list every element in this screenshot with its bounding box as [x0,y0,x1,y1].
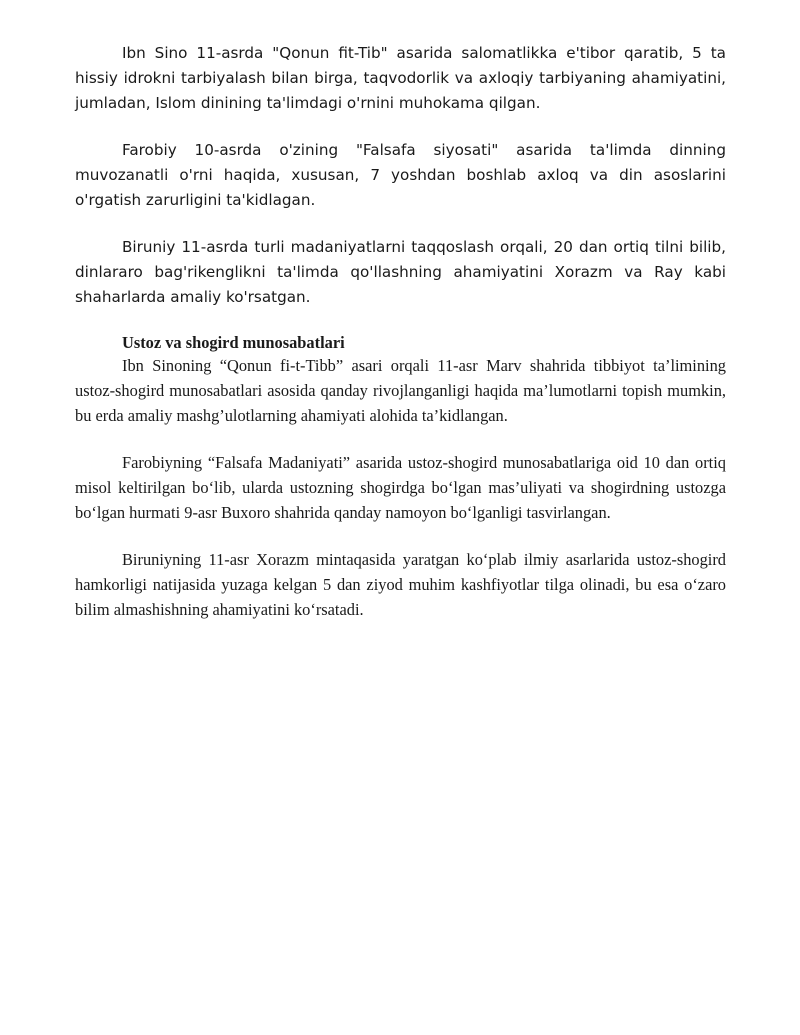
paragraph-ibn-sino-religion: Ibn Sino 11-asrda "Qonun fit-Tib" asarida salomatlikka e'tibor qaratib, 5 ta hissiy idrokni tarbiyalash bilan birga, taqvodorlik va axloqiy tarbiyaning ahamiyatini, jumladan, Islom dinining ta'limdagi o'rnini muhokama qilgan. [75,44,726,112]
section-heading: Ustoz va shogird munosabatlari [122,333,345,352]
paragraph-farobiy-religion: Farobiy 10-asrda o'zining "Falsafa siyosati" asarida ta'limda dinning muvozanatli o'rni haqida, xususan, 7 yoshdan boshlab axloq va din asoslarini o'rgatish zarurligini ta'kidlagan. [75,141,726,209]
paragraph-farobiy-teacher: Farobiyning “Falsafa Madaniyati” asarida ustoz-shogird munosabatlariga oid 10 dan ortiq misol keltirilgan bo‘lib, ularda ustozning shogirdga bo‘lgan mas’uliyati va shogirdning ustozga bo‘lgan hurmati 9-asr Buxoro shahrida qanday namoyon bo‘lganligi tasvirlangan. [75,453,726,522]
paragraph-ibn-sino-teacher: Ibn Sinoning “Qonun fi-t-Tibb” asari orqali 11-asr Marv shahrida tibbiyot ta’limining ustoz-shogird munosabatlari asosida qanday rivojlanganligi haqida ma’lumotlarni topish mumkin, bu erda amaliy mashg’ulotlarning ahamiyati alohida ta’kidlangan. [75,356,726,425]
paragraph-biruniy-religion: Biruniy 11-asrda turli madaniyatlarni taqqoslash orqali, 20 dan ortiq tilni bilib, dinlararo bag'rikenglikni ta'limda qo'llashning ahamiyatini Xorazm va Ray kabi shaharlarda amaliy ko'rsatgan. [75,238,726,306]
document-page [75,41,726,622]
paragraph-biruniy-teacher: Biruniyning 11-asr Xorazm mintaqasida yaratgan ko‘plab ilmiy asarlarida ustoz-shogird hamkorligi natijasida yuzaga kelgan 5 dan ziyod muhim kashfiyotlar tilga olinadi, bu esa o‘zaro bilim almashishning ahamiyatini ko‘rsatadi. [75,550,726,619]
